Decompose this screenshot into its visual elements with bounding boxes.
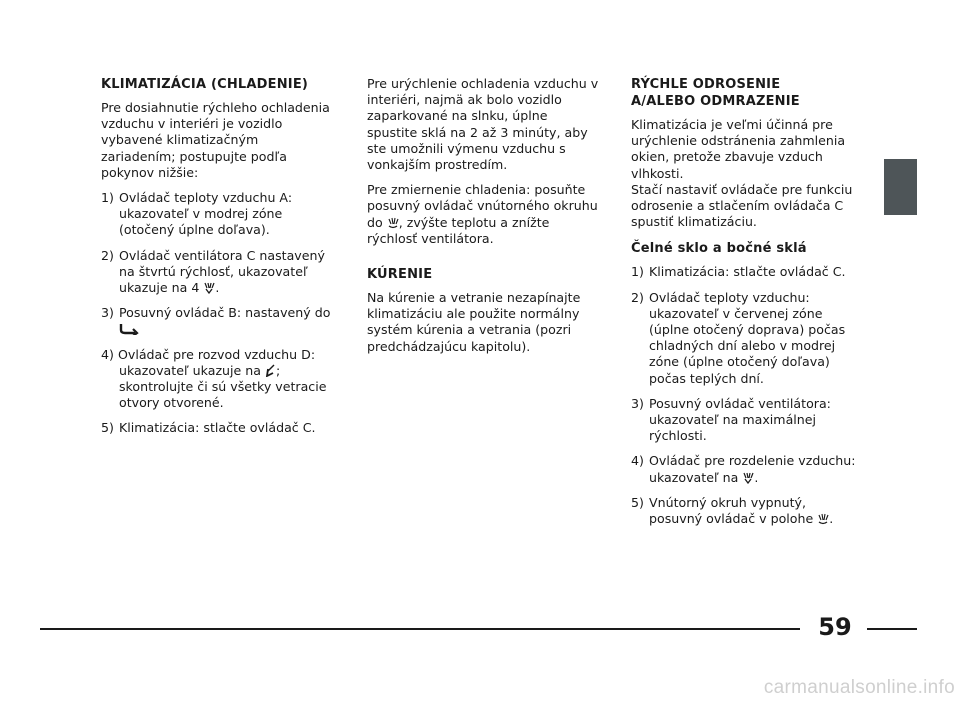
- list-text-part: .: [215, 280, 220, 296]
- list-text-part: .: [754, 469, 759, 485]
- subheading-windows: Čelné sklo a bočné sklá: [631, 241, 807, 257]
- list-number: 5): [101, 420, 114, 436]
- air-to-face-icon: [265, 364, 276, 377]
- heading-line: RÝCHLE ODROSENIE: [631, 77, 781, 92]
- heading-air-conditioning: KLIMATIZÁCIA (CHLADENIE): [101, 77, 309, 92]
- list-item: [101, 347, 333, 412]
- fresh-air-icon: [817, 513, 829, 525]
- list-text: Klimatizácia: stlačte ovládač C.: [119, 420, 316, 436]
- page-number: 59: [818, 613, 852, 641]
- paragraph-defrost-1: Klimatizácia je veľmi účinná pre urýchlenie odstránenia zahmlenia okien, pretože zbavuje vzduch vlhkosti.: [631, 117, 846, 181]
- paragraph-part: , zvýšte teplotu a znížte rýchlosť ventilátora.: [367, 214, 550, 246]
- list-text-part: Ovládač pre rozvod vzduchu D: ukazovateľ ukazuje na: [117, 346, 316, 378]
- list-item: [101, 420, 333, 436]
- recirculation-off-icon: [119, 321, 139, 335]
- list-text-part: .: [829, 511, 834, 527]
- list-text: [649, 453, 863, 485]
- recirculation-on-icon: [387, 217, 399, 229]
- list-number: 4): [101, 346, 114, 362]
- list-item: [631, 290, 863, 387]
- heading-line: A/ALEBO ODMRAZENIE: [631, 94, 800, 109]
- list-number: 3): [631, 395, 644, 411]
- list-number: 5): [631, 494, 644, 510]
- intro-paragraph: Pre dosiahnutie rýchleho ochladenia vzduchu v interiéri je vozidlo vybavené klimatizačným zariadením; postupujte podľa pokynov nižšie:: [101, 100, 330, 180]
- list-text-part: Vnútorný okruh vypnutý, posuvný ovládač v polohe: [649, 494, 814, 527]
- heading-heating: KÚRENIE: [367, 267, 433, 283]
- defrost-icon: [742, 472, 754, 484]
- list-number: 4): [631, 453, 644, 469]
- paragraph-part: Pre zmiernenie chladenia: posuňte posuvný ovládač vnútorného okruhu do: [367, 182, 598, 230]
- list-text: [649, 495, 863, 527]
- list-item: [631, 453, 863, 485]
- list-number: 1): [631, 264, 644, 280]
- list-text-part: Ovládač ventilátora C nastavený na štvrtú rýchlosť, ukazovateľ ukazuje na 4: [119, 247, 325, 296]
- list-number: 3): [101, 305, 114, 321]
- list-item: [631, 495, 863, 527]
- list-item: [101, 248, 333, 297]
- list-item: [631, 396, 863, 445]
- paragraph-heating: Na kúrenie a vetranie nezapínajte klimatizáciu ale použite normálny systém kúrenia a vetrania (pozri predchádzajúcu kapitolu).: [367, 290, 581, 354]
- list-item: [101, 190, 333, 239]
- list-number: 2): [631, 289, 644, 305]
- paragraph-defrost-2: Stačí nastaviť ovládače pre funkciu odrosenie a stlačením ovládača C spustiť klimatizáciu.: [631, 181, 853, 230]
- footer-rule: [40, 628, 800, 630]
- list-number: 2): [101, 247, 114, 263]
- watermark: carmanualsonline.info: [763, 677, 955, 698]
- list-text: [119, 305, 333, 337]
- footer-rule: [867, 628, 917, 630]
- list-item: [101, 305, 333, 337]
- list-text: Klimatizácia: stlačte ovládač C.: [649, 264, 846, 280]
- section-tab-marker: [884, 159, 917, 215]
- paragraph-reduce-cooling: [367, 182, 599, 247]
- paragraph-cooling-tip: Pre urýchlenie ochladenia vzduchu v interiéri, najmä ak bolo vozidlo zaparkované na slnku, úplne spustite sklá na 2 až 3 minúty, aby ste umožnili výmenu vzduchu s vonkajším prostredím.: [367, 76, 599, 173]
- list-item: [631, 264, 863, 280]
- list-text: [119, 248, 333, 297]
- list-number: 1): [101, 190, 114, 206]
- column-1: [101, 76, 333, 446]
- list-text: Posuvný ovládač ventilátora: ukazovateľ na maximálnej rýchlosti.: [649, 395, 831, 444]
- list-text-part: Ovládač pre rozdelenie vzduchu: ukazovateľ na: [649, 453, 856, 485]
- list-text-part: ; skontrolujte či sú všetky vetracie otvory otvorené.: [119, 362, 327, 411]
- list-text-part: Posuvný ovládač B: nastavený do: [119, 305, 331, 321]
- column-2: [367, 76, 599, 364]
- heading-defrost: [631, 76, 863, 110]
- column-3: [631, 76, 863, 536]
- fan-speed-4-icon: [203, 282, 215, 294]
- list-text: Ovládač teploty vzduchu A: ukazovateľ v modrej zóne (otočený úplne doľava).: [119, 190, 293, 238]
- list-text: Ovládač teploty vzduchu: ukazovateľ v červenej zóne (úplne otočený doprava) počas chladných dní alebo v modrej zóne (úplne otočený doľava) počas teplých dní.: [649, 289, 846, 386]
